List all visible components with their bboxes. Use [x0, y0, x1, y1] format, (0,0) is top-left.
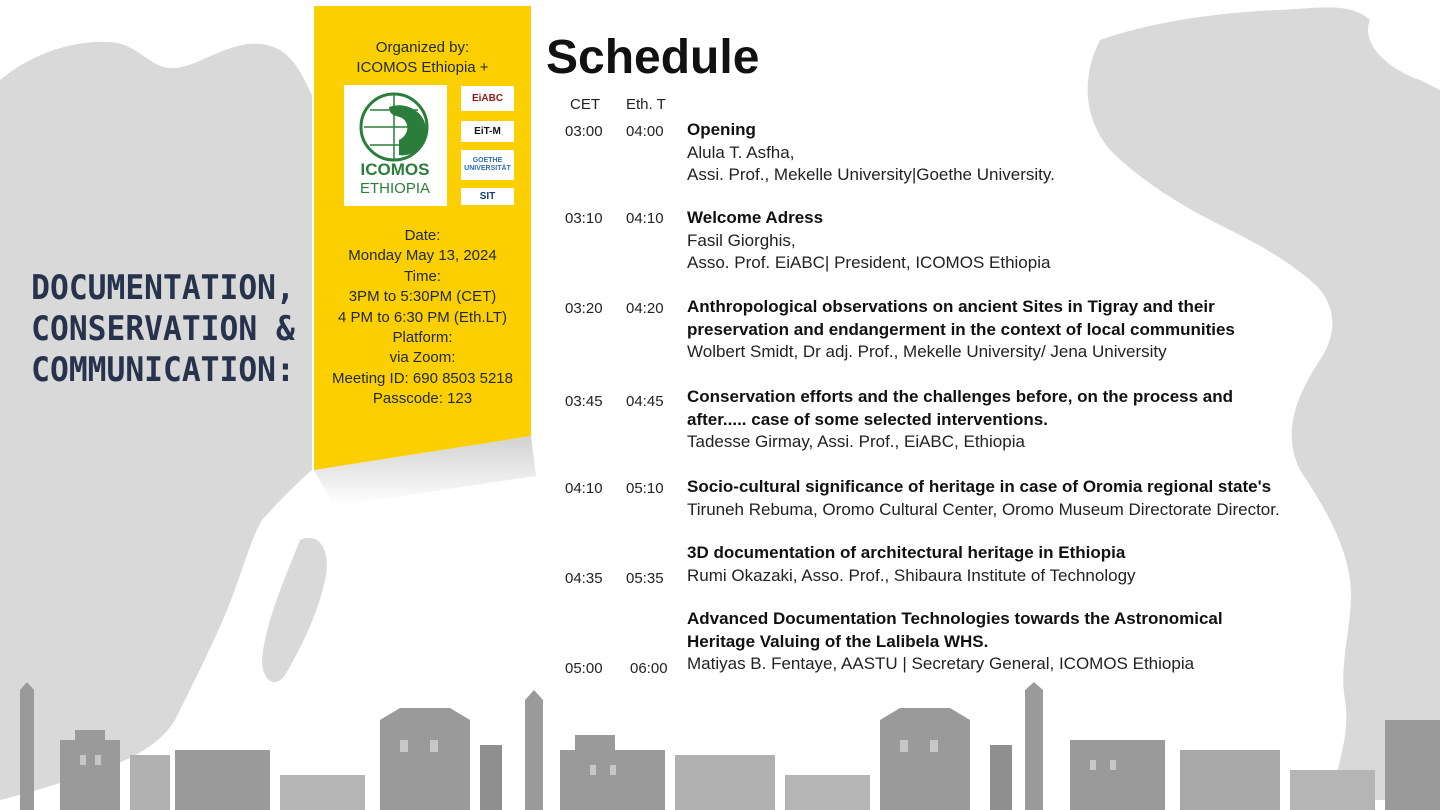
- column-header-cet: CET: [570, 96, 600, 113]
- time-cet: 03:45: [565, 393, 603, 410]
- info-line: Passcode: 123: [372, 390, 473, 408]
- item-title: Conservation efforts and the challenges before, on the process and: [687, 387, 1234, 406]
- schedule-item: [687, 296, 1327, 364]
- item-title: preservation and endangerment in the context of local communities: [687, 319, 1235, 339]
- goethe-university-logo: GOETHE UNIVERSITÄT: [461, 150, 514, 180]
- logo-text-ethiopia: ETHIOPIA: [359, 180, 431, 197]
- column-header-eth: Eth. T: [626, 96, 666, 113]
- event-title-line: DOCUMENTATION,: [31, 268, 295, 308]
- time-cet: 04:35: [565, 570, 603, 587]
- eit-m-logo: EiT-M: [461, 121, 514, 142]
- event-info: [314, 226, 531, 410]
- organized-by: [314, 38, 531, 79]
- info-line: via Zoom:: [389, 349, 456, 367]
- time-eth: 04:00: [626, 123, 664, 140]
- info-line: 3PM to 5:30PM (CET): [348, 288, 497, 306]
- heritage-buildings-illustration: [0, 680, 1440, 810]
- schedule-item: [687, 119, 1327, 187]
- item-speaker: Matiyas B. Fentaye, AASTU | Secretary General, ICOMOS Ethiopia: [687, 654, 1195, 673]
- time-cet: 03:00: [565, 123, 603, 140]
- item-title: after..... case of some selected interventions.: [687, 409, 1048, 429]
- time-eth: 05:35: [626, 570, 664, 587]
- item-title: Socio-cultural significance of heritage in case of Oromia regional state's: [687, 477, 1272, 496]
- item-speaker: Tadesse Girmay, Assi. Prof., EiABC, Ethiopia: [687, 432, 1025, 451]
- item-speaker: Alula T. Asfha,: [687, 142, 795, 162]
- time-cet: 04:10: [565, 480, 603, 497]
- schedule-item: [687, 476, 1327, 521]
- item-title: Welcome Adress: [687, 208, 824, 227]
- item-speaker: Assi. Prof., Mekelle University|Goethe University.: [687, 165, 1055, 184]
- item-speaker: Tiruneh Rebuma, Oromo Cultural Center, Oromo Museum Directorate Director.: [687, 499, 1280, 519]
- item-title: Opening: [687, 120, 756, 139]
- organized-line: ICOMOS Ethiopia +: [356, 59, 489, 77]
- info-line: Platform:: [392, 329, 453, 347]
- info-line: Meeting ID: 690 8503 5218: [332, 369, 513, 387]
- icomos-ethiopia-logo: [344, 85, 447, 206]
- item-speaker: Fasil Giorghis,: [687, 230, 796, 250]
- madagascar-map: [262, 538, 327, 682]
- time-eth: 04:10: [626, 210, 664, 227]
- time-cet: 03:20: [565, 300, 603, 317]
- time-eth: 05:10: [626, 480, 664, 497]
- organized-line: Organized by:: [375, 39, 470, 56]
- eiabc-logo: EiABC: [461, 86, 514, 111]
- schedule-item: [687, 608, 1327, 676]
- item-speaker: Wolbert Smidt, Dr adj. Prof., Mekelle University/ Jena University: [687, 342, 1167, 361]
- info-line: 4 PM to 6:30 PM (Eth.LT): [338, 308, 507, 326]
- sit-logo: SIT: [461, 188, 514, 205]
- schedule-title: Schedule: [546, 31, 760, 84]
- item-speaker: Rumi Okazaki, Asso. Prof., Shibaura Institute of Technology: [687, 565, 1136, 585]
- info-line: Monday May 13, 2024: [348, 247, 497, 265]
- schedule-item: [687, 542, 1327, 587]
- logo-text-icomos: ICOMOS: [360, 160, 430, 179]
- time-eth: 04:20: [626, 300, 664, 317]
- time-eth: 06:00: [630, 660, 668, 677]
- time-cet: 03:10: [565, 210, 603, 227]
- info-line: Date:: [404, 227, 441, 244]
- item-title: Anthropological observations on ancient Sites in Tigray and their: [687, 297, 1215, 316]
- event-title: [18, 268, 308, 391]
- item-title: Advanced Documentation Technologies towards the Astronomical: [687, 609, 1223, 628]
- item-title: Heritage Valuing of the Lalibela WHS.: [687, 631, 989, 651]
- schedule-item: [687, 386, 1327, 454]
- event-title-line: COMMUNICATION:: [31, 350, 295, 390]
- info-line: Time:: [404, 267, 441, 285]
- event-title-line: CONSERVATION &: [31, 309, 295, 349]
- item-title: 3D documentation of architectural heritage in Ethiopia: [687, 543, 1126, 562]
- item-speaker: Asso. Prof. EiABC| President, ICOMOS Ethiopia: [687, 253, 1051, 272]
- schedule-item: [687, 207, 1327, 275]
- time-cet: 05:00: [565, 660, 603, 677]
- time-eth: 04:45: [626, 393, 664, 410]
